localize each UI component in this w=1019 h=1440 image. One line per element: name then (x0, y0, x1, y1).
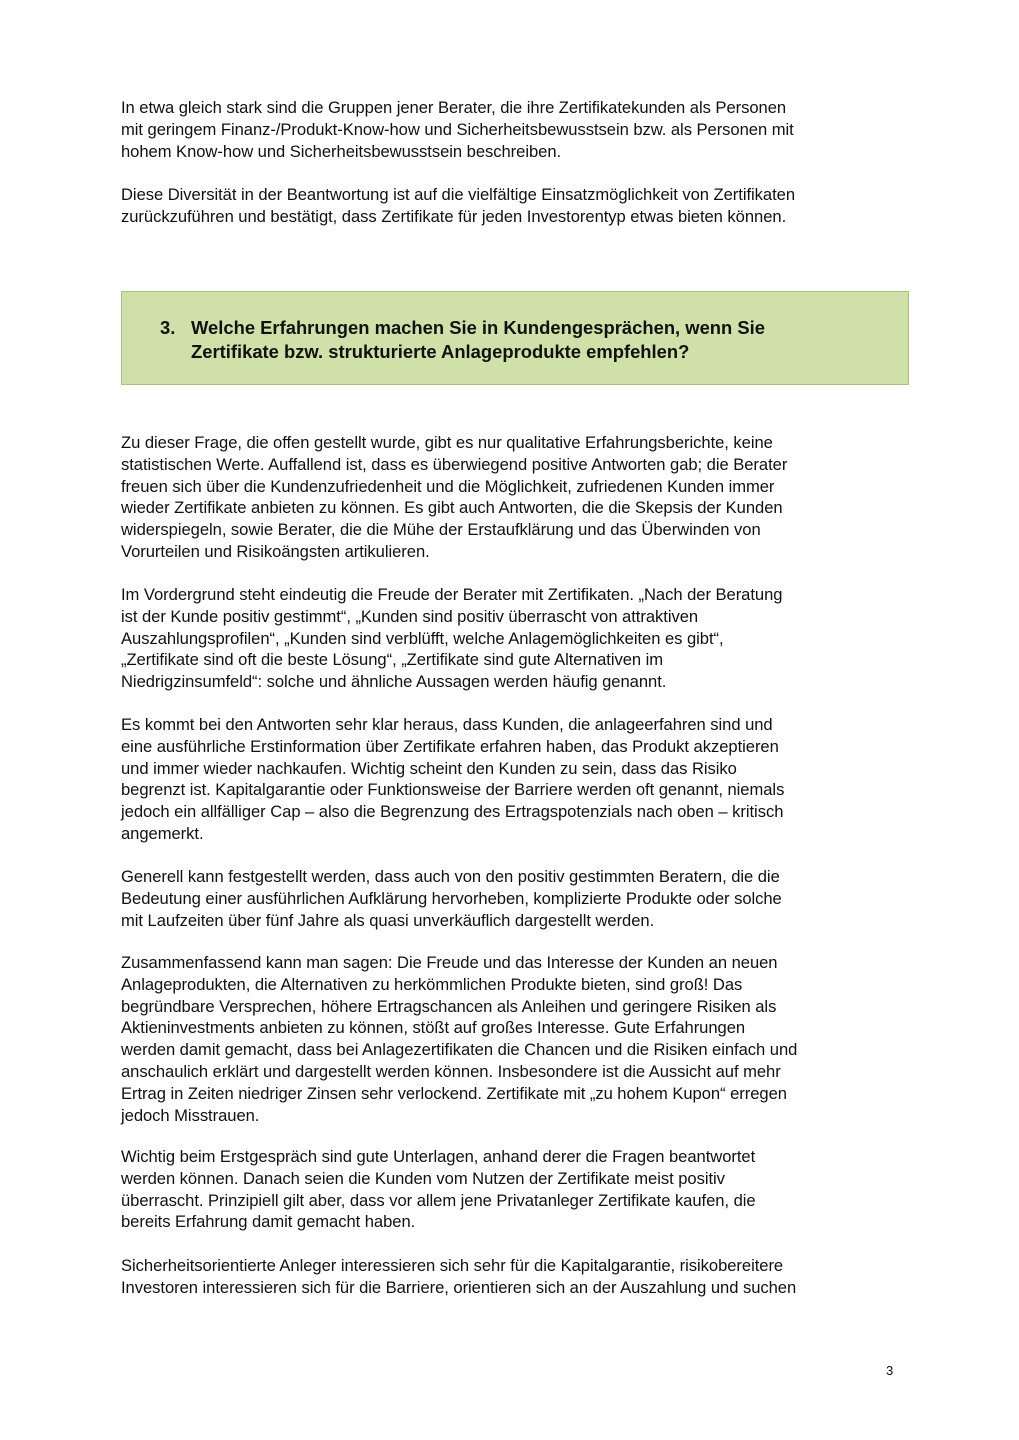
text-line: überrascht. Prinzipiell gilt aber, dass vor allem jene Privatanleger Zertifikate kaufen, die (121, 1190, 756, 1210)
question-line: Welche Erfahrungen machen Sie in Kundengesprächen, wenn Sie (191, 317, 765, 338)
text-line: Vorurteilen und Risikoängsten artikulieren. (121, 541, 430, 561)
body-paragraph-6 (121, 1146, 921, 1233)
text-line: Ertrag in Zeiten niedriger Zinsen sehr verlockend. Zertifikate mit „zu hohem Kupon“ erregen (121, 1083, 787, 1103)
text-line: begrenzt ist. Kapitalgarantie oder Funktionsweise der Barriere werden oft genannt, niemals (121, 780, 785, 800)
page-number: 3 (886, 1363, 894, 1378)
text-line: mit geringem Finanz-/Produkt-Know-how und Sicherheitsbewusstsein bzw. als Personen mit (121, 119, 794, 139)
text-line: Es kommt bei den Antworten sehr klar heraus, dass Kunden, die anlageerfahren sind und (121, 715, 773, 734)
text-line: ist der Kunde positiv gestimmt“, „Kunden sind positiv überrascht von attraktiven (121, 606, 699, 626)
text-line: anschaulich erklärt und dargestellt werden können. Insbesondere ist die Aussicht auf mehr (121, 1061, 781, 1081)
text-line: mit Laufzeiten über fünf Jahre als quasi unverkäuflich dargestellt werden. (121, 910, 655, 930)
text-line: angemerkt. (121, 823, 204, 843)
text-line: Zusammenfassend kann man sagen: Die Freude und das Interesse der Kunden an neuen (121, 953, 778, 972)
body-paragraph-2 (121, 584, 921, 693)
text-line: begründbare Versprechen, höhere Ertragschancen als Anleihen und geringere Risiken als (121, 996, 777, 1016)
body-paragraph-7 (121, 1255, 921, 1299)
text-line: und immer wieder nachkaufen. Wichtig scheint den Kunden zu sein, dass das Risiko (121, 758, 737, 778)
text-line: jedoch ein allfälliger Cap – also die Begrenzung des Ertragspotenzials nach oben – kritisch (121, 802, 784, 822)
text-line: Generell kann festgestellt werden, dass auch von den positiv gestimmten Beratern, die die (121, 867, 780, 886)
question-box (121, 291, 909, 385)
intro-paragraph-1 (121, 97, 921, 162)
text-line: Auszahlungsprofilen“, „Kunden sind verblüfft, welche Anlagemöglichkeiten es gibt“, (121, 628, 724, 648)
text-line: jedoch Misstrauen. (121, 1105, 260, 1125)
text-line: freuen sich über die Kundenzufriedenheit und die Möglichkeit, zufriedenen Kunden immer (121, 476, 775, 496)
text-line: Bedeutung einer ausführlichen Aufklärung hervorheben, komplizierte Produkte oder solche (121, 888, 782, 908)
text-line: hohem Know-how und Sicherheitsbewusstsein beschreiben. (121, 141, 562, 161)
text-line: zurückzuführen und bestätigt, dass Zertifikate für jeden Investorentyp etwas bieten können. (121, 206, 787, 226)
text-line: „Zertifikate sind oft die beste Lösung“, „Zertifikate sind gute Alternativen im (121, 650, 664, 670)
body-paragraph-4 (121, 866, 921, 931)
text-line: werden damit gemacht, dass bei Anlagezertifikaten die Chancen und die Risiken einfach und (121, 1040, 798, 1060)
text-line: Zu dieser Frage, die offen gestellt wurde, gibt es nur qualitative Erfahrungsberichte, keine (121, 433, 773, 452)
text-line: werden können. Danach seien die Kunden vom Nutzen der Zertifikate meist positiv (121, 1168, 725, 1188)
body-paragraph-3 (121, 714, 921, 845)
text-line: statistischen Werte. Auffallend ist, dass es überwiegend positive Antworten gab; die Berater (121, 454, 788, 474)
text-line: Investoren interessieren sich für die Barriere, orientieren sich an der Auszahlung und suchen (121, 1277, 797, 1297)
text-line: In etwa gleich stark sind die Gruppen jener Berater, die ihre Zertifikatekunden als Personen (121, 98, 787, 117)
text-line: Niedrigzinsumfeld“: solche und ähnliche Aussagen werden häufig genannt. (121, 672, 667, 692)
body-paragraph-1 (121, 432, 921, 563)
text-line: widerspiegeln, sowie Berater, die die Mühe der Erstaufklärung und das Überwinden von (121, 520, 761, 540)
text-line: wieder Zertifikate anbieten zu können. Es gibt auch Antworten, die die Skepsis der Kunden (121, 498, 783, 518)
body-paragraph-5 (121, 952, 921, 1126)
question-line: Zertifikate bzw. strukturierte Anlageprodukte empfehlen? (191, 341, 690, 362)
text-line: bereits Erfahrung damit gemacht haben. (121, 1212, 416, 1232)
text-line: Diese Diversität in der Beantwortung ist auf die vielfältige Einsatzmöglichkeit von Zertifikaten (121, 185, 796, 204)
intro-paragraph-2 (121, 184, 921, 228)
question-heading (191, 316, 891, 364)
question-number: 3. (160, 317, 176, 338)
text-line: Anlageprodukten, die Alternativen zu herkömmlichen Produkte bieten, sind groß! Das (121, 974, 743, 994)
text-line: Wichtig beim Erstgespräch sind gute Unterlagen, anhand derer die Fragen beantwortet (121, 1147, 756, 1166)
text-line: Im Vordergrund steht eindeutig die Freude der Berater mit Zertifikaten. „Nach der Beratung (121, 585, 783, 604)
text-line: eine ausführliche Erstinformation über Zertifikate erfahren haben, das Produkt akzeptieren (121, 736, 779, 756)
text-line: Aktieninvestments anbieten zu können, stößt auf großes Interesse. Gute Erfahrungen (121, 1018, 746, 1038)
text-line: Sicherheitsorientierte Anleger interessieren sich sehr für die Kapitalgarantie, risikobereitere (121, 1256, 784, 1275)
